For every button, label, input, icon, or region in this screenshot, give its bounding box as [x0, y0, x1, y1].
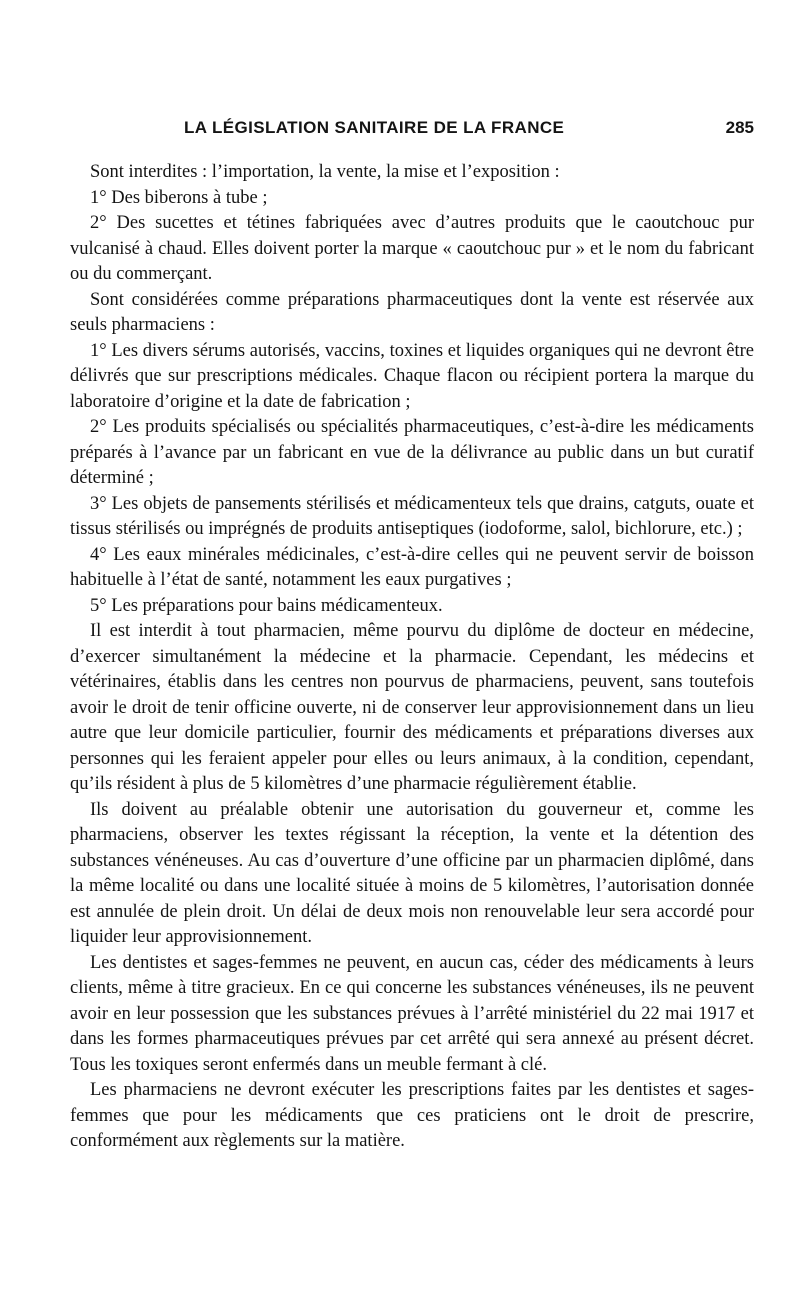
- paragraph-interdictions-intro: Sont interdites : l’importation, la vente, la mise et l’exposition :: [90, 162, 560, 182]
- paragraph-pharmacien-medecin: Il est interdit à tout pharmacien, même pourvu du diplôme de docteur en médecine, d’exercer simultanément la médecine et la pharmacie. Cependant, les médecins et vétérinaires, établis dans les centres non pourvus de pharmaciens, peuvent, sans toutefois avoir le droit de tenir officine ouverte, ni de conserver leur approvisionnement dans un lieu autre que leur domicile particulier, fournir des médicaments et préparations diverses aux personnes qui les feraient appeler pour elles ou leurs animaux, à la condition, cependant, qu’ils résident à plus de 5 kilomètres d’une pharmacie régulièrement établie.: [70, 621, 754, 794]
- running-title: LA LÉGISLATION SANITAIRE DE LA FRANCE: [184, 118, 565, 137]
- running-header: [70, 118, 754, 146]
- paragraph-autorisation: Ils doivent au préalable obtenir une autorisation du gouverneur et, comme les pharmaciens, observer les textes régissant la réception, la vente et la détention des substances vénéneuses. Au cas d’ouverture d’une officine par un pharmacien diplômé, dans la même localité ou dans une localité située à moins de 5 kilomètres, l’autorisation donnée est annulée de plein droit. Un délai de deux mois non renouvelable leur sera accordé pour liquider leur approvisionnement.: [70, 799, 754, 947]
- paragraph-preparation-3: 3° Les objets de pansements stérilisés et médicamenteux tels que drains, catguts, ouate et tissus stérilisés ou imprégnés de produits antiseptiques (iodoforme, salol, bichlorure, etc.) ;: [70, 493, 754, 539]
- paragraph-preparations-intro: Sont considérées comme préparations pharmaceutiques dont la vente est réservée aux seuls pharmaciens :: [70, 289, 754, 335]
- paragraph-dentistes-sages-femmes: Les dentistes et sages-femmes ne peuvent, en aucun cas, céder des médicaments à leurs clients, même à titre gracieux. En ce qui concerne les substances vénéneuses, ils ne peuvent avoir en leur possession que les substances prévues à l’arrêté ministériel du 22 mai 1917 et dans les formes pharmaceutiques prévues par cet arrêté qui sera annexé au présent décret. Tous les toxiques seront enfermés dans un meuble fermant à clé.: [70, 952, 754, 1075]
- paragraph-prescriptions: Les pharmaciens ne devront exécuter les prescriptions faites par les dentistes et sages-femmes que pour les médicaments que ces praticiens ont le droit de prescrire, conformément aux règlements sur la matière.: [70, 1080, 754, 1151]
- paragraph-preparation-2: 2° Les produits spécialisés ou spécialités pharmaceutiques, c’est-à-dire les médicaments préparés à l’avance par un fabricant en vue de la délivrance au public dans un but curatif déterminé ;: [70, 417, 754, 488]
- paragraph-interdiction-2: 2° Des sucettes et tétines fabriquées avec d’autres produits que le caoutchouc pur vulcanisé à chaud. Elles doivent porter la marque « caoutchouc pur » et le nom du fabricant ou du commerçant.: [70, 213, 754, 284]
- book-page: [70, 118, 754, 1155]
- page-number: 285: [725, 118, 754, 137]
- paragraph-interdiction-1: 1° Des biberons à tube ;: [90, 187, 268, 208]
- paragraph-preparation-4: 4° Les eaux minérales médicinales, c’est-à-dire celles qui ne peuvent servir de boisson habituelle à l’état de santé, notamment les eaux purgatives ;: [70, 544, 754, 590]
- paragraph-preparation-5: 5° Les préparations pour bains médicamenteux.: [90, 595, 443, 616]
- paragraph-preparation-1: 1° Les divers sérums autorisés, vaccins, toxines et liquides organiques qui ne devront être délivrés que sur prescriptions médicales. Chaque flacon ou récipient portera la marque du laboratoire d’origine et la date de fabrication ;: [70, 340, 754, 412]
- body-text: [70, 160, 754, 1155]
